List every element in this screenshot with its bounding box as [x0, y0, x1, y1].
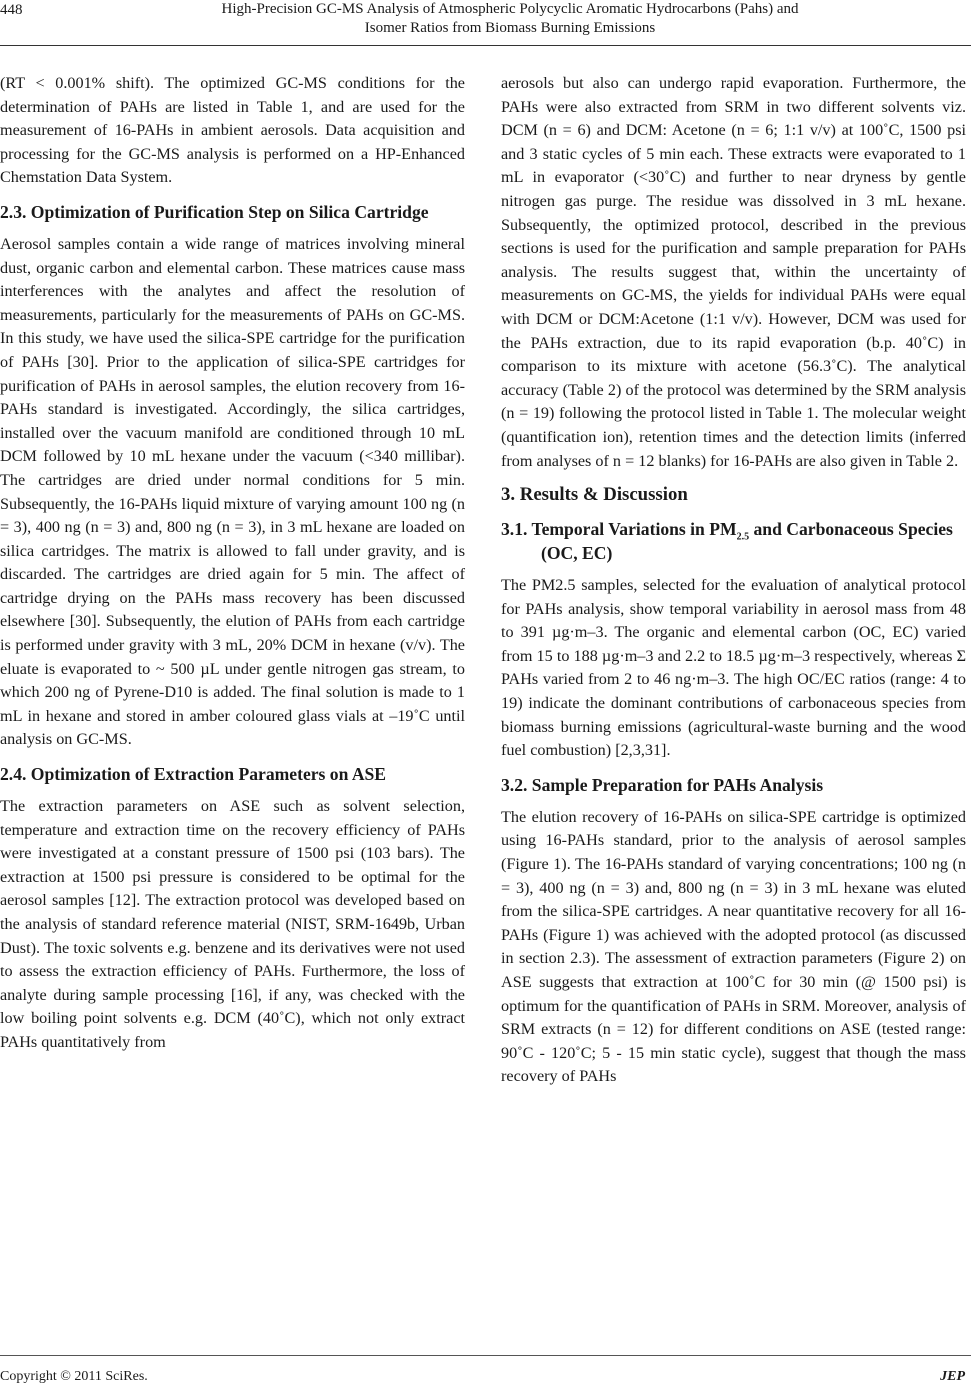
running-title-line-1: High-Precision GC-MS Analysis of Atmospheric Polycyclic Aromatic Hydrocarbons (Pahs) and	[221, 1, 799, 17]
running-title-line-2: Isomer Ratios from Biomass Burning Emissions	[364, 20, 656, 36]
section-3-heading: 3. Results & Discussion	[501, 484, 688, 506]
section-3-2-heading: 3.2. Sample Preparation for PAHs Analysis	[501, 774, 824, 795]
left-column	[0, 72, 465, 1055]
right-column	[501, 72, 966, 1089]
section-3-1-heading-part-2: and Carbonaceous Species (OC, EC)	[541, 519, 953, 564]
section-2-3-heading: 2.3. Optimization of Purification Step on Silica Cartridge	[0, 201, 429, 222]
header-rule	[0, 45, 971, 46]
page-number: 448	[0, 2, 23, 18]
section-3-1-heading	[501, 517, 966, 565]
right-paragraph-1: aerosols but also can undergo rapid evaporation. Furthermore, the PAHs were also extracted from SRM in two different solvents viz. DCM (n = 6) and DCM: Acetone (n = 6; 1:1 v/v) at 100˚C, 1500 psi and 3 static cycles of 5 min each. These extracts were evaporated to 1 mL in evaporator (<30˚C) and further to near dryness by gentle nitrogen gas purge. The residue was dissolved in 3 mL hexane. Subsequently, the optimized protocol, described in the previous sections is used for the purification and sample preparation for PAHs analysis. The results suggest that, within the uncertainty of measurements on GC-MS, the yields for individual PAHs were equal with DCM or DCM:Acetone (1:1 v/v). However, DCM was used for the PAHs extraction, due to its rapid evaporation (b.p. 40˚C) in comparison to its mixture with acetone (56.3˚C). The analytical accuracy (Table 2) of the protocol was determined by the SRM analysis (n = 19) following the protocol listed in Table 1. The molecular weight (quantification ion), retention times and the detection limits (inferred from analyses of n = 12 blanks) for 16-PAHs are also given in Table 2.	[501, 74, 966, 470]
page-footer	[0, 1355, 971, 1385]
section-3-1-heading-part-1: 3.1. Temporal Variations in PM	[501, 519, 737, 540]
journal-abbreviation: JEP	[940, 1369, 965, 1384]
left-paragraph-2: Aerosol samples contain a wide range of matrices involving mineral dust, organic carbon and elemental carbon. These matrices cause mass interferences with the analytes and affect the resolution of measurements, particularly for the measurements of PAHs on GC-MS. In this study, we have used the silica-SPE cartridge for the purification of PAHs [30]. Prior to the application of silica-SPE cartridges for purification of PAHs in aerosol samples, the elution recovery from 16-PAHs standard is investigated. Accordingly, the silica cartridges, installed over the vacuum manifold are conditioned through 10 mL DCM followed by 10 mL hexane under the vacuum (<340 millibar). The cartridges are dried under normal conditions for 5 min. Subsequently, the 16-PAHs liquid mixture of varying amount 100 ng (n = 3), 400 ng (n = 3) and, 800 ng (n = 3), in 3 mL hexane are loaded on silica cartridges. The matrix is allowed to fall under gravity, and is discarded. The cartridges are dried again for 5 min. The affect of cartridge drying on the PAHs mass recovery has been discussed elsewhere [30]. Subsequently, the elution of PAHs from each cartridge is performed under gravity with 3 mL, 20% DCM in hexane (v/v). The eluate is evaporated to ~ 500 µL under gentle nitrogen gas stream, to which 200 ng of Pyrene-D10 is added. The final solution is made to 1 mL in hexane and stored in amber coloured glass vials at –19˚C until analysis on GC-MS.	[0, 234, 465, 749]
section-3-1-heading-subscript: 2.5	[736, 531, 750, 543]
copyright-notice: Copyright © 2011 SciRes.	[0, 1369, 148, 1384]
running-title	[180, 0, 840, 38]
right-paragraph-2: The PM2.5 samples, selected for the evaluation of analytical protocol for PAHs analysis, show temporal variability in aerosol mass from 48 to 391 µg·m–3. The organic and elemental carbon (OC, EC) varied from 15 to 188 µg·m–3 and 2.2 to 18.5 µg·m–3 respectively, whereas Σ PAHs varied from 2 to 46 ng·m–3. The high OC/EC ratios (range: 4 to 19) indicate the dominant contributions of carbonaceous species from biomass burning emissions (agricultural-waste burning and the wood fuel combustion) [2,3,31].	[501, 576, 966, 760]
section-2-4-heading: 2.4. Optimization of Extraction Parameters on ASE	[0, 764, 387, 785]
left-paragraph-3: The extraction parameters on ASE such as solvent selection, temperature and extraction time on the recovery efficiency of PAHs were investigated at a constant pressure of 1500 psi (103 bars). The extraction at 1500 psi pressure is considered to be optimal for the aerosol samples [12]. The extraction protocol was developed based on the analysis of standard reference material (NIST, SRM-1649b, Urban Dust). The toxic solvents e.g. benzene and its derivatives were not used to assess the extraction efficiency of PAHs. Furthermore, the loss of analyte during sample processing [16], if any, was checked with the low boiling point solvents e.g. DCM (40˚C), which not only extract PAHs quantitatively from	[0, 797, 465, 1051]
left-paragraph-1: (RT < 0.001% shift). The optimized GC-MS conditions for the determination of PAHs are listed in Table 1, and are used for the measurement of 16-PAHs in ambient aerosols. Data acquisition and processing for the GC-MS analysis is performed on a HP-Enhanced Chemstation Data System.	[0, 74, 465, 187]
right-paragraph-3: The elution recovery of 16-PAHs on silica-SPE cartridge is optimized using 16-PAHs standard, prior to the analysis of aerosol samples (Figure 1). The 16-PAHs standard of varying concentrations; 100 ng (n = 3), 400 ng (n = 3) and, 800 ng (n = 3) in 3 mL hexane was eluted from the silica-SPE cartridges. A near quantitative recovery for all 16-PAHs (Figure 1) was achieved with the adopted protocol (as discussed in section 2.3). The assessment of extraction parameters (Figure 2) on ASE suggests that extraction at 100˚C for 30 min (@ 1500 psi) is optimum for the quantification of PAHs in SRM. Moreover, analysis of SRM extracts (n = 12) for different conditions on ASE (tested range: 90˚C - 120˚C; 5 - 15 min static cycle), suggest that though the mass recovery of PAHs	[501, 807, 966, 1086]
page-header	[0, 0, 971, 44]
